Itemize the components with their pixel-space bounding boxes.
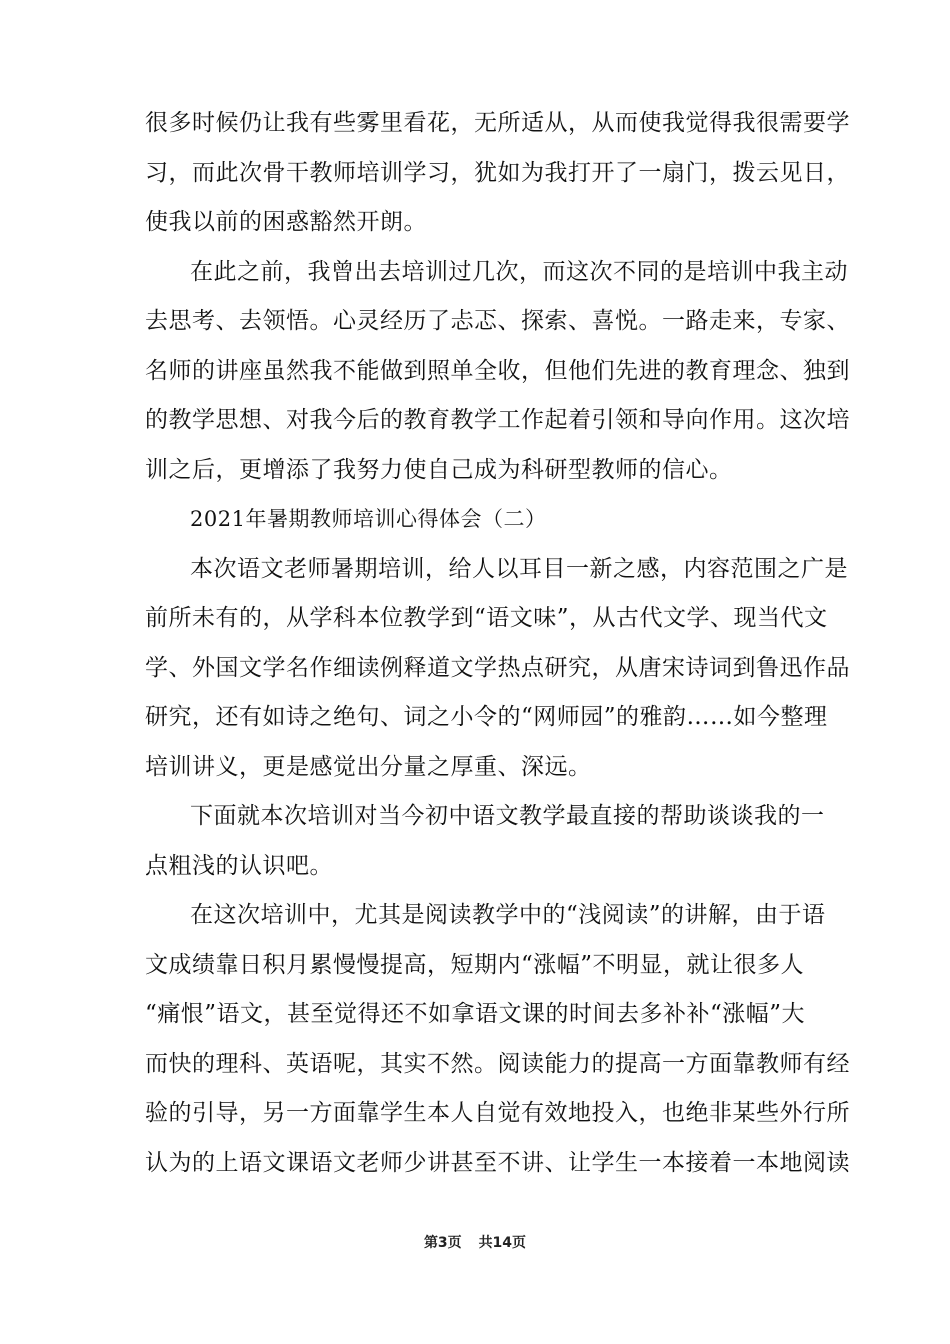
text-line: 去思考、去领悟。心灵经历了忐忑、探索、喜悦。一路走来，专家、 <box>145 308 850 334</box>
text-line: 学、外国文学名作细读例释道文学热点研究，从唐宋诗词到鲁迅作品 <box>145 655 850 681</box>
page-footer <box>0 1232 950 1252</box>
text-line: 名师的讲座虽然我不能做到照单全收，但他们先进的教育理念、独到 <box>145 358 850 384</box>
text-line: 训之后，更增添了我努力使自己成为科研型教师的信心。 <box>145 457 733 483</box>
text-line: 在这次培训中，尤其是阅读教学中的“浅阅读”的讲解，由于语 <box>190 902 826 928</box>
text-line: 而快的理科、英语呢，其实不然。阅读能力的提高一方面靠教师有经 <box>145 1051 850 1077</box>
text-line: 研究，还有如诗之绝句、词之小令的“网师园”的雅韵……如今整理 <box>145 704 828 730</box>
page-total: 共14页 <box>478 1235 527 1251</box>
text-line: 下面就本次培训对当今初中语文教学最直接的帮助谈谈我的一 <box>190 803 825 829</box>
text-line: 的教学思想、对我今后的教育教学工作起着引领和导向作用。这次培 <box>145 407 850 433</box>
text-line: 点粗浅的认识吧。 <box>145 853 333 879</box>
page-number: 第3页 <box>423 1235 462 1251</box>
text-line: 培训讲义，更是感觉出分量之厚重、深远。 <box>145 754 592 780</box>
text-line: 在此之前，我曾出去培训过几次，而这次不同的是培训中我主动 <box>190 259 848 285</box>
text-line: 习，而此次骨干教师培训学习，犹如为我打开了一扇门，拨云见日， <box>145 160 850 186</box>
section-heading: 2021年暑期教师培训心得体会（二） <box>190 507 547 531</box>
text-line: 认为的上语文课语文老师少讲甚至不讲、让学生一本接着一本地阅读 <box>145 1150 850 1176</box>
text-line: 使我以前的困惑豁然开朗。 <box>145 209 427 235</box>
text-line: 本次语文老师暑期培训，给人以耳目一新之感，内容范围之广是 <box>190 556 848 582</box>
text-line: 验的引导，另一方面靠学生本人自觉有效地投入，也绝非某些外行所 <box>145 1100 850 1126</box>
text-line: 前所未有的，从学科本位教学到“语文味”，从古代文学、现当代文 <box>145 605 828 631</box>
text-line: 很多时候仍让我有些雾里看花，无所适从，从而使我觉得我很需要学 <box>145 110 850 136</box>
text-line: 文成绩靠日积月累慢慢提高，短期内“涨幅”不明显，就让很多人 <box>145 952 805 978</box>
text-line: “痛恨”语文，甚至觉得还不如拿语文课的时间去多补补“涨幅”大 <box>145 1001 806 1027</box>
